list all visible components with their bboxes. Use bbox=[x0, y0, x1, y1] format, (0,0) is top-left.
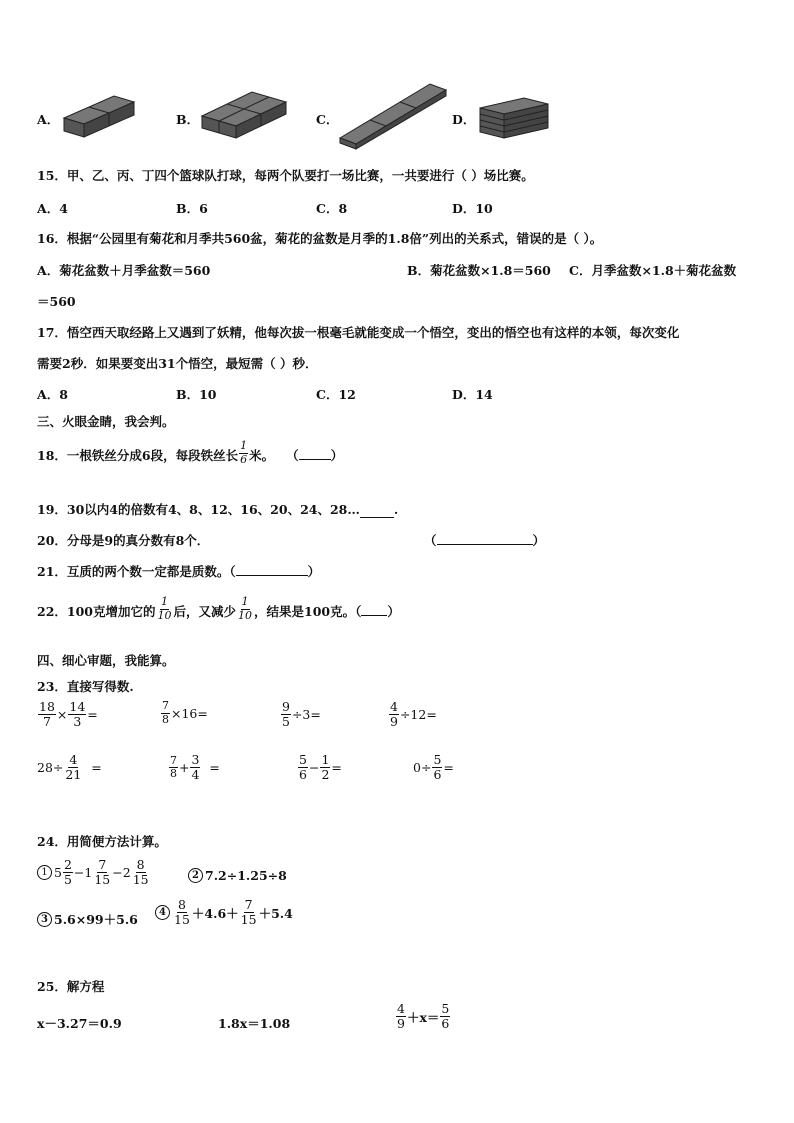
q17-option-c[interactable]: C．12 bbox=[316, 387, 356, 402]
q21-text: 21．互质的两个数一定都是质数。（ bbox=[37, 564, 236, 579]
q24-expr-1: 1 5 $\frac{2}{5}$ −1 $\frac{7}{15}$ −2 $\frac{8}{15}$ bbox=[37, 858, 151, 888]
q24-expr-4: 4 $\frac{8}{15}$ ＋4.6＋ $\frac{7}{15}$ ＋5.4 bbox=[155, 898, 293, 928]
q17-line1: 17．悟空西天取经路上又遇到了妖精，他每次拔一根毫毛就能变成一个悟空，变出的悟空也有这样的本领，每次变化 bbox=[37, 325, 680, 340]
q18 bbox=[37, 440, 343, 466]
q17-option-a[interactable]: A．8 bbox=[37, 387, 68, 402]
circled-number-1: 1 bbox=[37, 865, 52, 880]
q18-answer[interactable]: （ ） bbox=[286, 448, 344, 464]
q23-item-1: $\frac{18}{7}$ × $\frac{14}{3}$ = bbox=[39, 699, 98, 730]
q17-line2: 需要2秒．如果要变出31个悟空，最短需（ ）秒． bbox=[37, 356, 318, 371]
q24-title: 24．用简便方法计算。 bbox=[37, 834, 167, 849]
q14-option-a-label: A． bbox=[37, 112, 60, 127]
q17-option-d[interactable]: D．14 bbox=[452, 387, 493, 402]
q15-option-c[interactable]: C．8 bbox=[316, 201, 348, 216]
section-3-heading: 三、火眼金睛，我会判。 bbox=[37, 414, 175, 429]
q21: 21．互质的两个数一定都是质数。（ ） bbox=[37, 564, 321, 579]
q23-item-3: $\frac{9}{5}$ ÷3= bbox=[282, 699, 321, 730]
q22-fraction-2: $\frac{1}{10}$ bbox=[238, 595, 253, 622]
q23-item-4: $\frac{4}{9}$ ÷12= bbox=[390, 699, 437, 730]
q24-expr-3: 3 5.6×99＋5.6 bbox=[37, 910, 138, 928]
q25-equation-3: $\frac{4}{9}$ ＋x＝ $\frac{5}{6}$ bbox=[397, 1001, 450, 1032]
q14-option-a-image bbox=[62, 90, 137, 140]
q20-answer[interactable]: （ ） bbox=[424, 533, 546, 548]
q19-text: 19．30以内4的倍数有4、8、12、16、20、24、28… bbox=[37, 502, 360, 517]
q15-option-b[interactable]: B．6 bbox=[176, 201, 208, 216]
section-4-heading: 四、细心审题，我能算。 bbox=[37, 653, 175, 668]
q23-item-5: 28÷ $\frac{4}{21}$ = bbox=[37, 752, 102, 783]
q14-option-d-label: D． bbox=[452, 112, 476, 127]
q19-answer-blank[interactable] bbox=[360, 503, 394, 518]
q16-option-c[interactable]: C．月季盆数×1.8＋菊花盆数 bbox=[569, 263, 737, 278]
q17-option-b[interactable]: B．10 bbox=[176, 387, 217, 402]
q16-option-b[interactable]: B．菊花盆数×1.8＝560 bbox=[407, 263, 551, 278]
q21-answer-blank[interactable] bbox=[236, 563, 308, 576]
circled-number-3: 3 bbox=[37, 912, 52, 927]
q22: 22．100克增加它的 $\frac{1}{10}$ 后，又减少 $\frac{1}{10}$ ，结果是100克。（ ） bbox=[37, 595, 400, 622]
q14-option-c-image bbox=[338, 80, 450, 150]
q18-pre: 18．一根铁丝分成6段，每段铁丝长 bbox=[37, 448, 239, 464]
q24-expr-2: 2 7.2÷1.25÷8 bbox=[188, 868, 287, 883]
q15-text: 15．甲、乙、丙、丁四个篮球队打球，每两个队要打一场比赛，一共要进行（ ）场比赛。 bbox=[37, 168, 534, 183]
circled-number-4: 4 bbox=[155, 905, 170, 920]
q25-equation-2: 1.8x＝1.08 bbox=[218, 1016, 291, 1031]
q14-option-c-label: C． bbox=[316, 112, 339, 127]
q23-item-8: 0÷ $\frac{5}{6}$ = bbox=[413, 752, 454, 783]
q15-option-a[interactable]: A．4 bbox=[37, 201, 68, 216]
q14-option-b-image bbox=[200, 86, 290, 141]
q25-equation-1: x－3.27＝0.9 bbox=[37, 1016, 122, 1031]
q15-option-d[interactable]: D．10 bbox=[452, 201, 493, 216]
q16-text: 16．根据“公园里有菊花和月季共560盆，菊花的盆数是月季的1.8倍”列出的关系式，错误的是（ ）。 bbox=[37, 231, 603, 246]
q16-option-a[interactable]: A．菊花盆数＋月季盆数＝560 bbox=[37, 263, 211, 278]
q18-fraction: $\frac{1}{6}$ bbox=[240, 439, 248, 466]
circled-number-2: 2 bbox=[188, 868, 203, 883]
q23-item-7: $\frac{5}{6}$ − $\frac{1}{2}$ = bbox=[299, 752, 342, 783]
q16-option-c-cont: ＝560 bbox=[37, 294, 76, 309]
q19: 19．30以内4的倍数有4、8、12、16、20、24、28… . bbox=[37, 502, 399, 517]
q22-fraction-1: $\frac{1}{10}$ bbox=[157, 595, 172, 622]
q22-answer[interactable]: ） bbox=[361, 602, 400, 622]
q23-item-2: $\frac{7}{8}$ ×16= bbox=[162, 699, 208, 726]
q23-item-6: $\frac{7}{8}$ + $\frac{3}{4}$ = bbox=[170, 752, 220, 783]
q14-option-d-image bbox=[478, 96, 550, 142]
q23-title: 23．直接写得数. bbox=[37, 679, 134, 694]
q25-title: 25．解方程 bbox=[37, 979, 105, 994]
q14-option-b-label: B． bbox=[176, 112, 200, 127]
q18-post: 米。 bbox=[249, 448, 275, 464]
q20-text: 20．分母是9的真分数有8个． bbox=[37, 533, 210, 548]
